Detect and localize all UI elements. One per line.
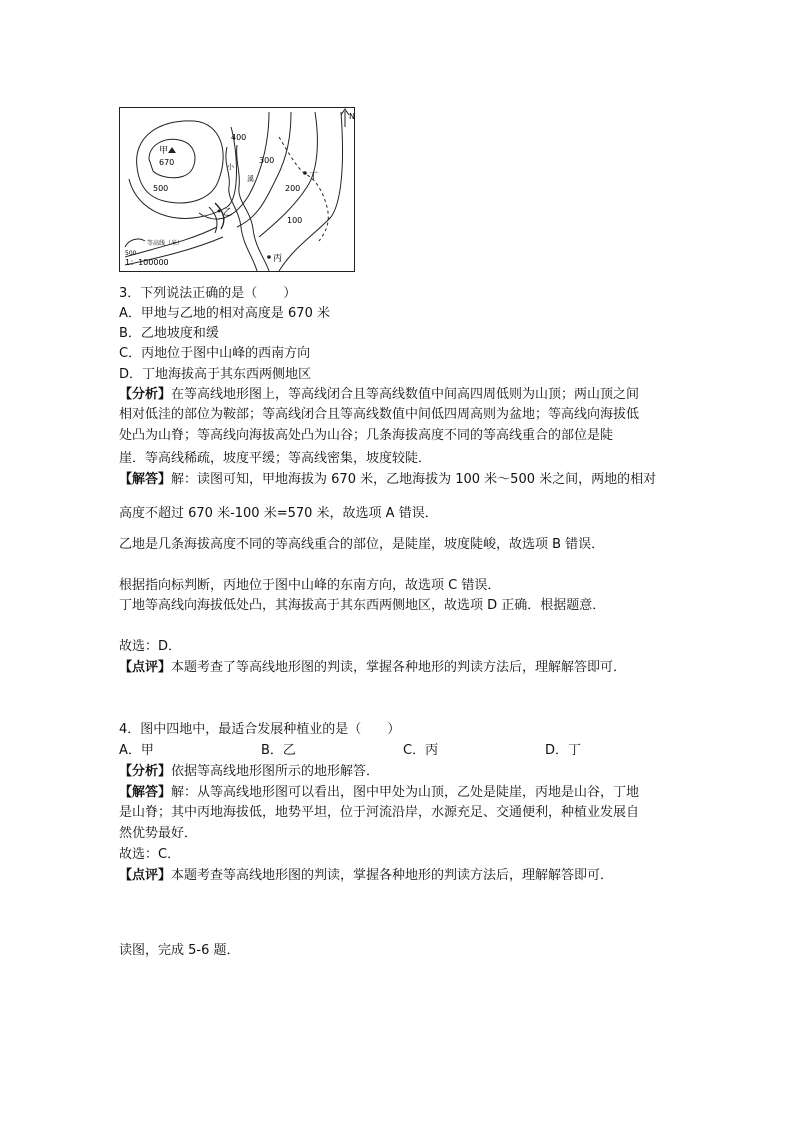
q4-comment-tag: 【点评】 — [119, 868, 172, 883]
q4-option-a: A．甲 — [119, 743, 154, 758]
q3-analysis-text-1: 在等高线地形图上，等高线闭合且等高线数值中间高四周低则为山顶；两山顶之间 — [171, 387, 640, 402]
q3-analysis-line-4: 崖．等高线稀疏，坡度平缓；等高线密集，坡度较陡． — [119, 451, 432, 466]
q4-answer-tag: 【解答】 — [119, 785, 172, 800]
q4-analysis-tag: 【分析】 — [119, 764, 172, 779]
north-label: N — [349, 112, 355, 121]
q3-answer-line-4: 根据指向标判断，丙地位于图中山峰的东南方向，故选项 C 错误． — [119, 578, 501, 593]
map-scale: 1：100000 — [125, 258, 169, 267]
legend-value: 500 — [125, 250, 137, 257]
contour-label-100: 100 — [287, 216, 303, 225]
q4-option-b: B．乙 — [261, 743, 296, 758]
q4-option-d: D．丁 — [545, 743, 582, 758]
contour-label-500: 500 — [153, 184, 169, 193]
q3-option-a: A．甲地与乙地的相对高度是 670 米 — [119, 306, 330, 321]
q4-analysis-text: 依据等高线地形图所示的地形解答． — [171, 764, 380, 779]
q3-option-d: D．丁地海拔高于其东西两侧地区 — [119, 367, 312, 382]
q3-analysis-line-3: 处凸为山脊；等高线向海拔高处凸为山谷；几条海拔高度不同的等高线重合的部位是陡 — [119, 428, 614, 443]
place-label-bing: 丙 — [273, 254, 283, 264]
footer-instruction: 读图，完成 5-6 题． — [119, 943, 240, 958]
q3-analysis-tag: 【分析】 — [119, 387, 172, 402]
q4-option-c: C．丙 — [403, 743, 439, 758]
q4-answer-line-3: 然优势最好． — [119, 826, 198, 841]
contour-label-200: 200 — [285, 184, 301, 193]
q4-comment — [119, 867, 613, 885]
contour-map — [119, 107, 355, 272]
q3-comment-tag: 【点评】 — [119, 660, 172, 675]
q4-answer-text-1: 解：从等高线地形图可以看出，图中甲处为山顶，乙处是陡崖，丙地是山谷，丁地 — [171, 785, 640, 800]
contour-label-300: 300 — [259, 156, 275, 165]
q4-choice: 故选：C． — [119, 847, 181, 862]
q3-comment — [119, 659, 626, 677]
q3-answer-text-1: 解：读图可知，甲地海拔为 670 米，乙地海拔为 100 米～500 米之间，两地的相对 — [171, 472, 657, 487]
peak-label: 甲 — [159, 146, 169, 156]
legend-title: 等高线（米） — [147, 240, 184, 247]
q3-answer-line-2: 高度不超过 670 米-100 米=570 米，故选项 A 错误． — [119, 506, 438, 521]
place-label-ding: 丁 — [309, 172, 319, 182]
place-label-yi: 乙 — [223, 208, 233, 218]
river-label-2: 溪 — [247, 175, 254, 183]
q3-choice: 故选：D． — [119, 639, 182, 654]
q3-option-c: C．丙地位于图中山峰的西南方向 — [119, 346, 311, 361]
q3-analysis-line-1 — [119, 386, 639, 404]
contour-label-400: 400 — [231, 133, 247, 142]
q3-answer-line-3: 乙地是几条海拔高度不同的等高线重合的部位，是陡崖，坡度陡峻，故选项 B 错误． — [119, 537, 605, 552]
q4-question: 4．图中四地中，最适合发展种植业的是（ ） — [119, 722, 401, 737]
q3-analysis-line-2: 相对低洼的部位为鞍部；等高线闭合且等高线数值中间低四周高则为盆地；等高线向海拔低 — [119, 407, 640, 422]
q3-question: 3．下列说法正确的是（ ） — [119, 286, 297, 301]
q4-answer-line-1 — [119, 784, 639, 802]
q3-answer-line-5: 丁地等高线向海拔低处凸，其海拔高于其东西两侧地区，故选项 D 正确．根据题意． — [119, 598, 606, 613]
river-label-1: 小 — [227, 163, 234, 171]
q3-option-b: B．乙地坡度和缓 — [119, 326, 219, 341]
q3-answer-tag: 【解答】 — [119, 472, 172, 487]
q3-comment-text: 本题考查了等高线地形图的判读，掌握各种地形的判读方法后，理解解答即可． — [171, 660, 627, 675]
q4-analysis — [119, 763, 379, 781]
q4-comment-text: 本题考查等高线地形图的判读，掌握各种地形的判读方法后，理解解答即可． — [171, 868, 614, 883]
q3-answer-line-1 — [119, 471, 656, 489]
q4-answer-line-2: 是山脊；其中丙地海拔低，地势平坦，位于河流沿岸，水源充足、交通便利，种植业发展自 — [119, 805, 640, 820]
peak-elevation: 670 — [159, 158, 175, 167]
